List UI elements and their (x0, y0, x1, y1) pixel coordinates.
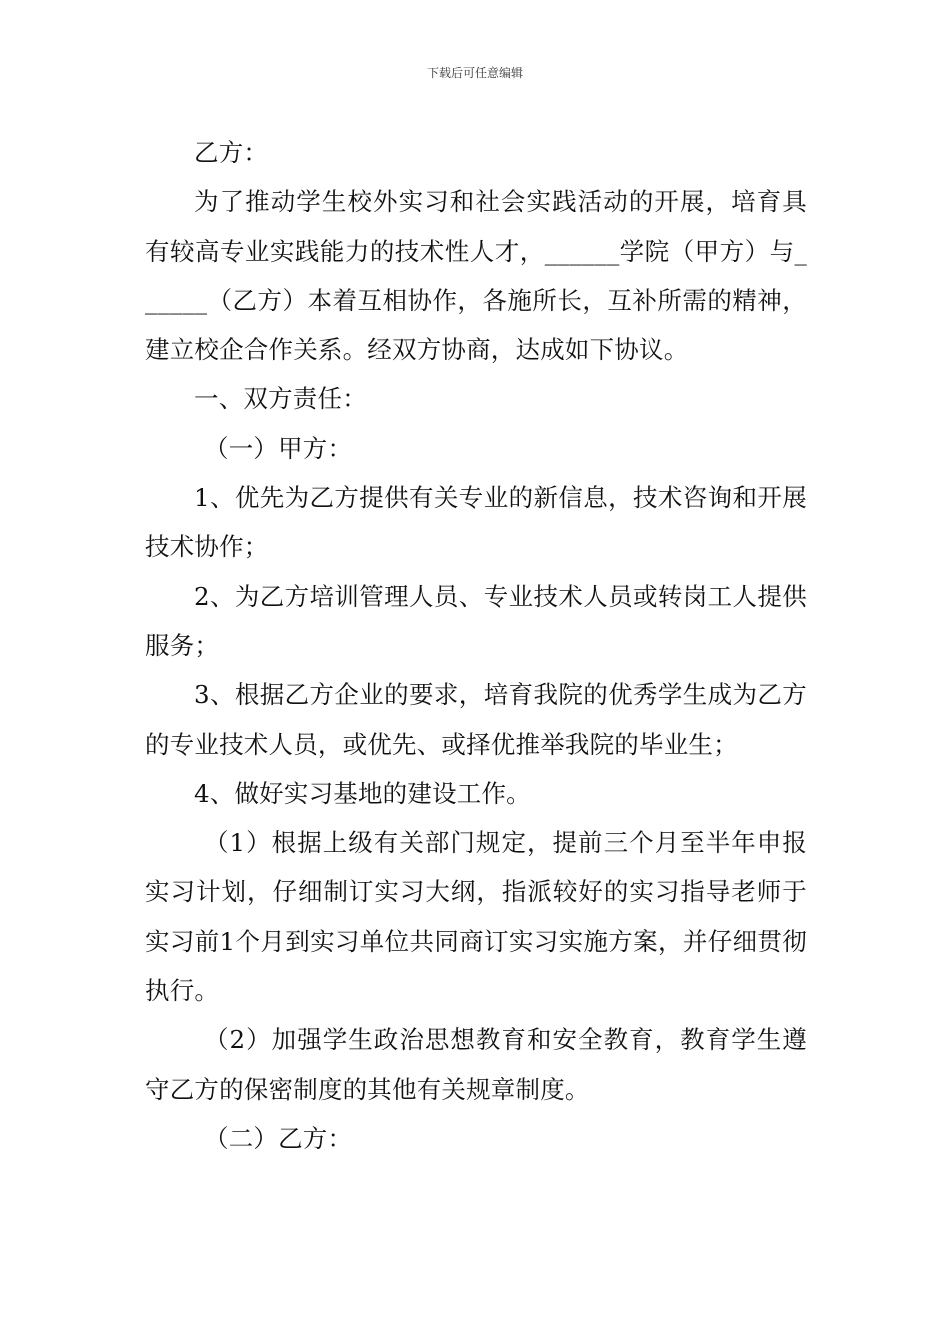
heading-party-b-section: （二）乙方： (204, 1123, 353, 1153)
item-2: 2、为乙方培训管理人员、专业技术人员或转岗工人提供服务； (145, 581, 807, 660)
item-1: 1、优先为乙方提供有关专业的新信息，技术咨询和开展技术协作； (145, 483, 807, 562)
sub-item-1: （1）根据上级有关部门规定，提前三个月至半年申报实习计划，仔细制订实习大纲，指派较好的实习指导老师于实习前1个月到实习单位共同商订实习实施方案，并仔细贯彻执行。 (145, 828, 807, 1006)
paragraph-party-b: 乙方： (194, 138, 269, 167)
item-3: 3、根据乙方企业的要求，培育我院的优秀学生成为乙方的专业技术人员，或优先、或择优推举我院的毕业生； (145, 680, 807, 759)
page-header-note: 下载后可任意编辑 (426, 66, 523, 80)
heading-responsibilities: 一、双方责任： (194, 384, 367, 414)
paragraph-intro: 为了推动学生校外实习和社会实践活动的开展，培育具有较高专业实践能力的技术性人才，______学院（甲方）与______（乙方）本着互相协作，各施所长，互补所需的精神，建立校企合作关系。经双方协商，达成如下协议。 (145, 187, 807, 365)
sub-item-2: （2）加强学生政治思想教育和安全教育，教育学生遵守乙方的保密制度的其他有关规章制度。 (145, 1025, 807, 1104)
heading-party-a: （一）甲方： (204, 433, 353, 463)
item-4: 4、做好实习基地的建设工作。 (194, 778, 531, 808)
document-body (145, 128, 807, 1163)
